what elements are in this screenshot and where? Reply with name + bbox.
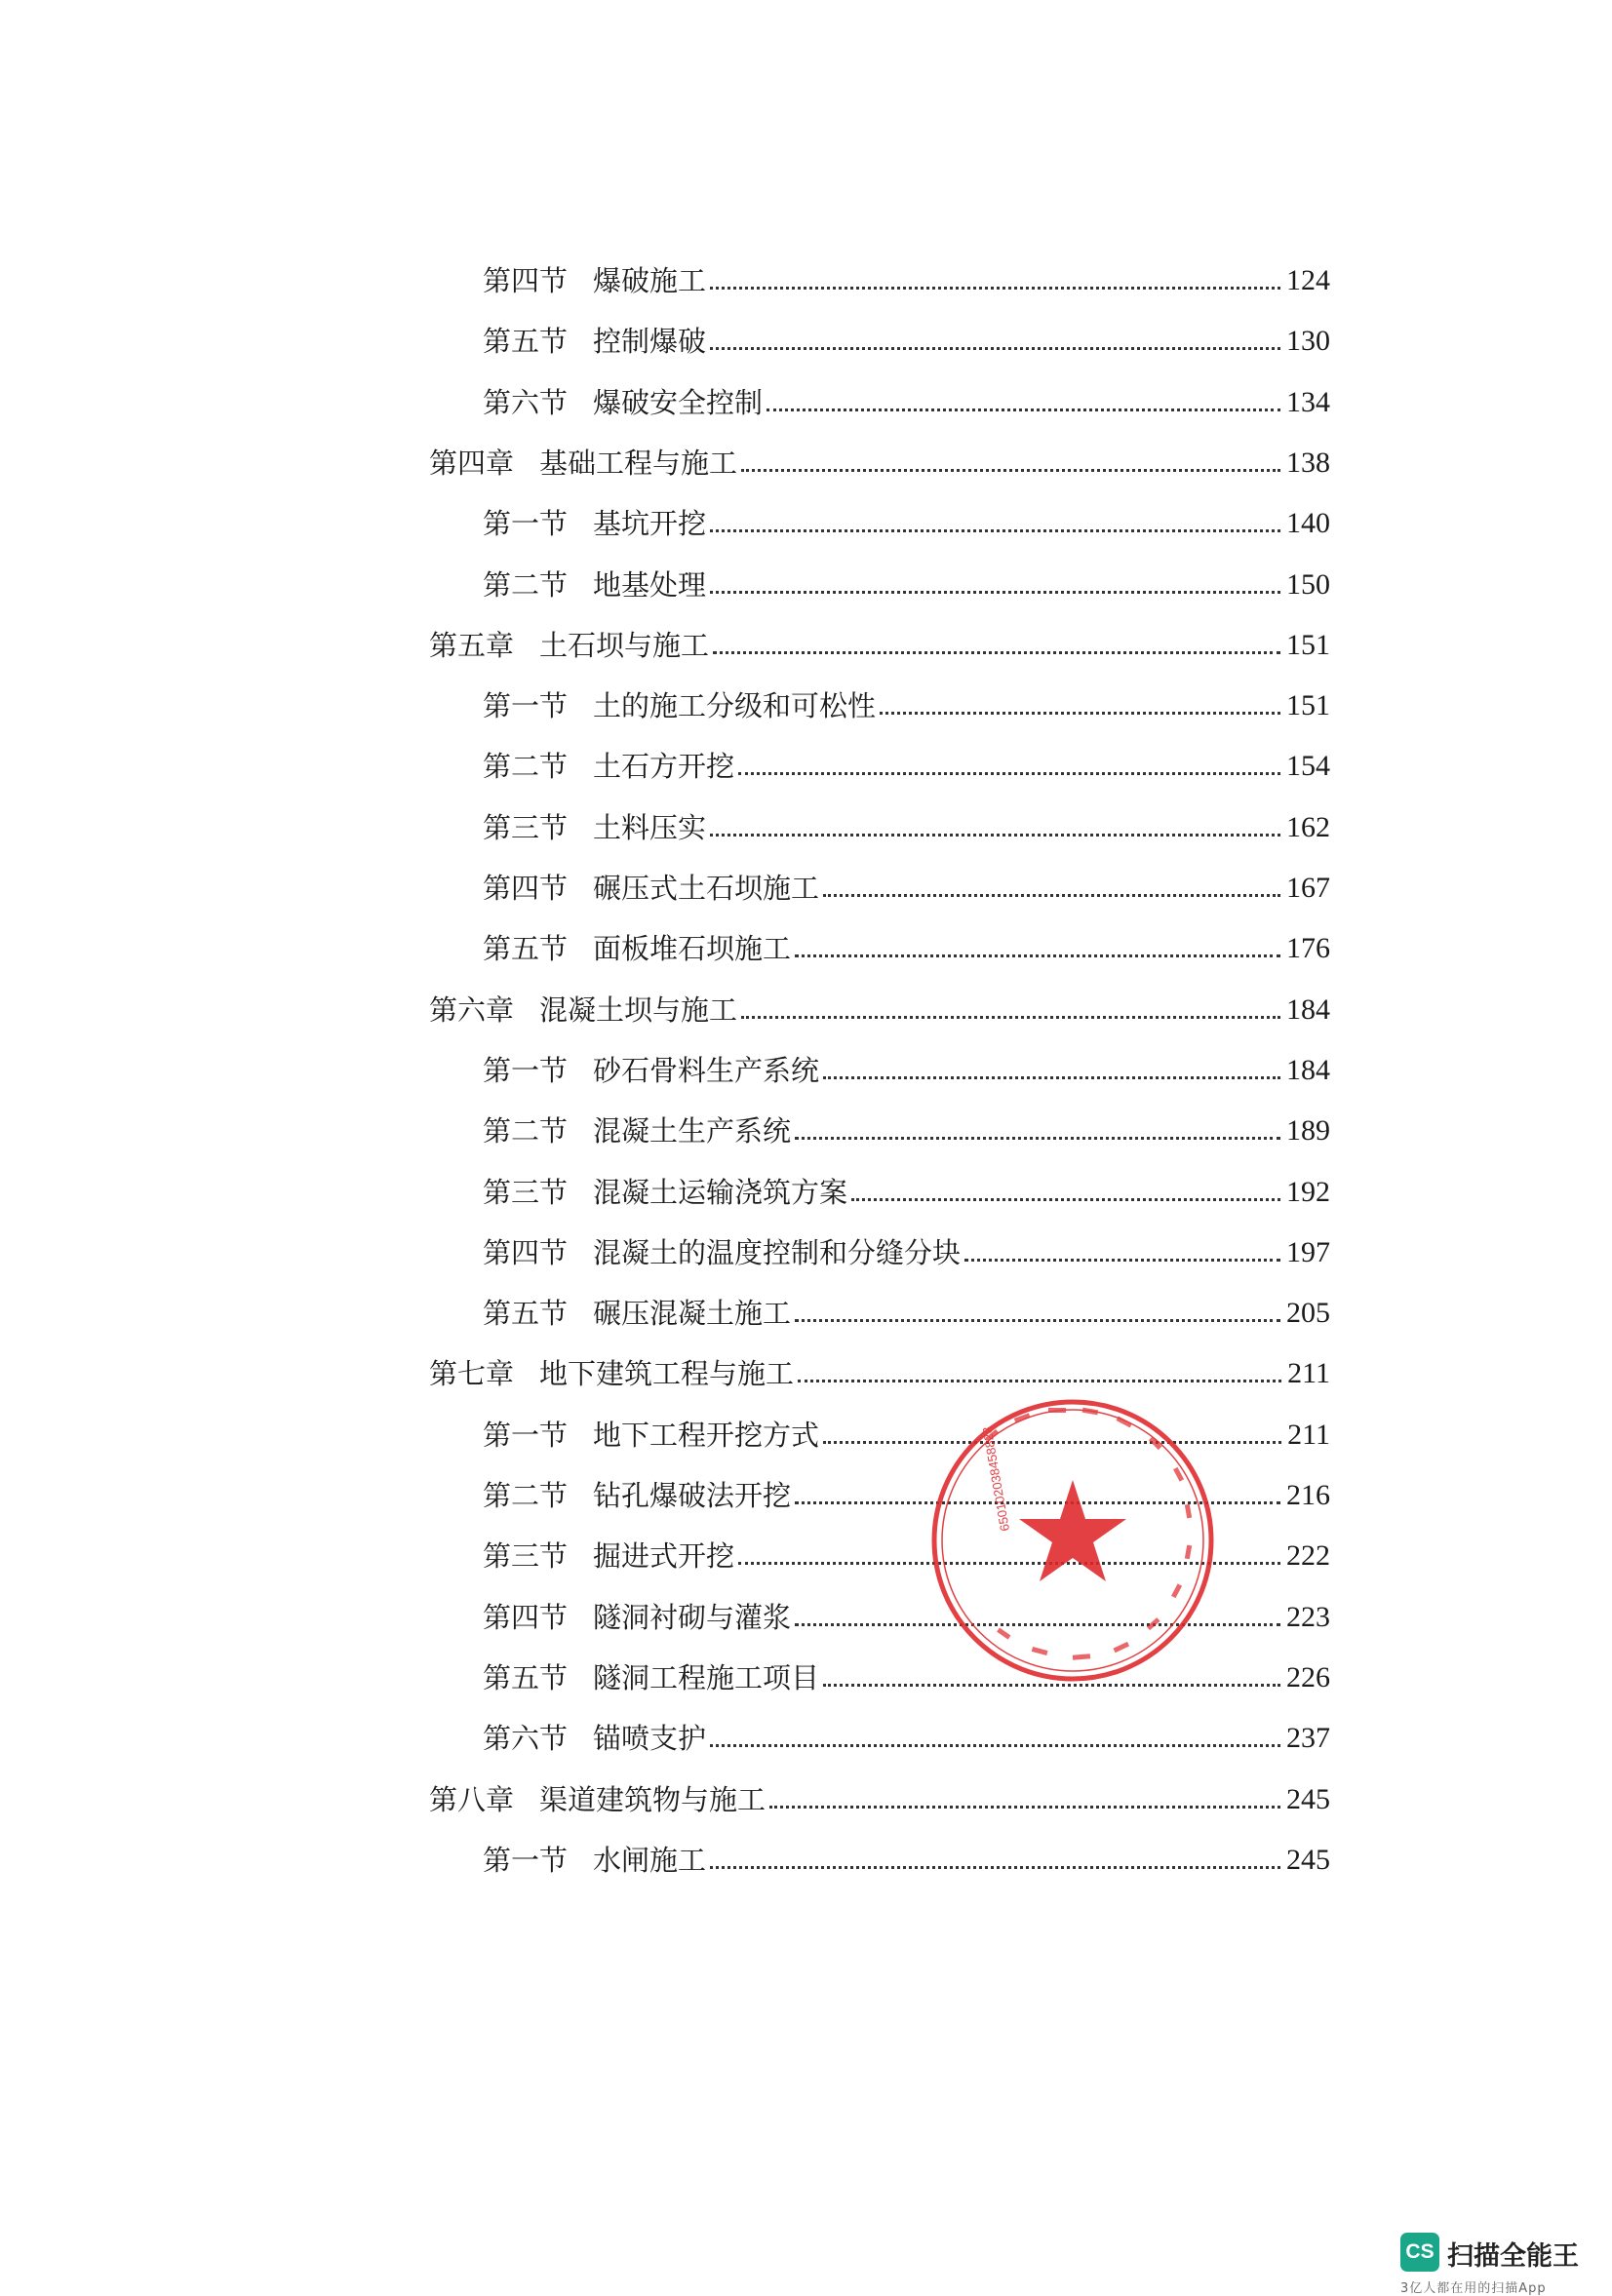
- scanner-watermark: [1400, 2233, 1595, 2296]
- toc-entry-page: 211: [1287, 1419, 1330, 1451]
- toc-entry: [483, 802, 1330, 845]
- toc-entry-label: 第二节: [483, 1114, 569, 1148]
- toc-entry-page: 189: [1286, 1114, 1330, 1147]
- toc-entry-label: 第一节: [483, 507, 569, 540]
- toc-entry: [483, 1167, 1330, 1210]
- toc-dot-leader: [795, 1137, 1280, 1140]
- toc-entry-page: 184: [1286, 1054, 1330, 1086]
- toc-entry-label: 第七章: [429, 1357, 515, 1390]
- toc-entry-title: 基坑开挖: [593, 507, 707, 540]
- toc-entry: [483, 377, 1330, 420]
- toc-entry-page: 150: [1286, 568, 1330, 601]
- toc-entry-title: 混凝土的温度控制和分缝分块: [593, 1236, 962, 1269]
- toc-dot-leader: [713, 651, 1280, 654]
- scanner-tagline: 3亿人都在用的扫描App: [1400, 2281, 1547, 2296]
- toc-dot-leader: [738, 772, 1280, 775]
- toc-entry-title: 爆破施工: [593, 264, 707, 297]
- toc-entry: [483, 1227, 1330, 1270]
- toc-entry: [483, 255, 1330, 298]
- toc-entry-label: 第四节: [483, 1601, 569, 1634]
- toc-entry-label: 第二节: [483, 1479, 569, 1512]
- toc-entry-label: 第二节: [483, 750, 569, 783]
- scanner-logo-icon: CS: [1400, 2233, 1439, 2272]
- toc-dot-leader: [795, 954, 1280, 957]
- toc-entry: [429, 438, 1330, 481]
- toc-dot-leader: [710, 834, 1280, 837]
- toc-entry-page: 134: [1286, 386, 1330, 418]
- toc-entry: [483, 560, 1330, 603]
- toc-entry: [483, 681, 1330, 723]
- toc-dot-leader: [710, 1744, 1280, 1747]
- toc-entry: [429, 1774, 1330, 1817]
- toc-dot-leader: [880, 712, 1280, 715]
- toc-entry-label: 第四节: [483, 1236, 569, 1269]
- toc-entry-label: 第三节: [483, 1539, 569, 1573]
- toc-entry-title: 基础工程与施工: [539, 447, 738, 480]
- toc-entry-title: 控制爆破: [593, 325, 707, 358]
- toc-entry-page: 124: [1286, 264, 1330, 296]
- toc-entry-label: 第四章: [429, 447, 515, 480]
- toc-entry-page: 162: [1286, 811, 1330, 843]
- toc-entry-title: 钻孔爆破法开挖: [593, 1479, 792, 1512]
- toc-entry-title: 掘进式开挖: [593, 1539, 735, 1573]
- toc-dot-leader: [710, 287, 1280, 290]
- toc-dot-leader: [710, 529, 1280, 532]
- toc-entry-label: 第八章: [429, 1783, 515, 1816]
- toc-entry-label: 第六节: [483, 1722, 569, 1755]
- toc-entry-label: 第一节: [483, 1844, 569, 1877]
- toc-entry-page: 205: [1286, 1297, 1330, 1329]
- toc-entry-page: 226: [1286, 1661, 1330, 1693]
- toc-entry-title: 爆破安全控制: [593, 386, 764, 419]
- toc-entry-label: 第四节: [483, 264, 569, 297]
- toc-dot-leader: [741, 469, 1280, 472]
- toc-entry: [429, 620, 1330, 663]
- toc-entry: [483, 498, 1330, 541]
- toc-entry-page: 154: [1286, 750, 1330, 782]
- toc-entry-page: 245: [1286, 1783, 1330, 1815]
- toc-entry-title: 地基处理: [593, 568, 707, 602]
- toc-entry-label: 第六节: [483, 386, 569, 419]
- toc-entry-title: 土石坝与施工: [539, 629, 710, 662]
- toc-entry-title: 碾压式土石坝施工: [593, 872, 820, 905]
- toc-entry-label: 第五节: [483, 1297, 569, 1330]
- toc-dot-leader: [823, 1076, 1280, 1079]
- toc-entry: [483, 1106, 1330, 1148]
- toc-entry-title: 土料压实: [593, 811, 707, 844]
- official-seal: [926, 1394, 1219, 1687]
- toc-entry: [483, 1045, 1330, 1088]
- toc-entry-page: 138: [1286, 447, 1330, 479]
- toc-entry-label: 第一节: [483, 1419, 569, 1452]
- toc-entry-page: 130: [1286, 325, 1330, 357]
- toc-entry-page: 245: [1286, 1844, 1330, 1876]
- toc-entry-page: 197: [1286, 1236, 1330, 1268]
- toc-entry: [483, 923, 1330, 966]
- toc-entry-page: 223: [1286, 1601, 1330, 1633]
- toc-entry-title: 水闸施工: [593, 1844, 707, 1877]
- toc-entry-title: 渠道建筑物与施工: [539, 1783, 767, 1816]
- toc-entry-label: 第三节: [483, 1176, 569, 1209]
- toc-entry: [483, 316, 1330, 359]
- toc-dot-leader: [769, 1806, 1280, 1809]
- toc-entry-label: 第五节: [483, 1661, 569, 1694]
- toc-dot-leader: [741, 1016, 1280, 1019]
- toc-entry: [429, 1348, 1330, 1391]
- toc-dot-leader: [767, 409, 1280, 411]
- toc-entry-title: 土石方开挖: [593, 750, 735, 783]
- toc-entry-title: 面板堆石坝施工: [593, 932, 792, 965]
- toc-entry: [429, 985, 1330, 1028]
- toc-entry-title: 混凝土坝与施工: [539, 993, 738, 1027]
- toc-entry-title: 碾压混凝土施工: [593, 1297, 792, 1330]
- toc-dot-leader: [710, 591, 1280, 594]
- toc-entry-label: 第五节: [483, 325, 569, 358]
- toc-dot-leader: [851, 1198, 1280, 1201]
- toc-entry-page: 237: [1286, 1722, 1330, 1754]
- toc-entry-label: 第二节: [483, 568, 569, 602]
- toc-entry-label: 第一节: [483, 689, 569, 722]
- toc-entry-page: 140: [1286, 507, 1330, 539]
- toc-entry-title: 混凝土运输浇筑方案: [593, 1176, 848, 1209]
- toc-entry-title: 地下建筑工程与施工: [539, 1357, 795, 1390]
- toc-entry-title: 隧洞工程施工项目: [593, 1661, 820, 1694]
- toc-entry-label: 第三节: [483, 811, 569, 844]
- toc-entry: [483, 1713, 1330, 1756]
- toc-entry-page: 176: [1286, 932, 1330, 964]
- toc-dot-leader: [710, 347, 1280, 350]
- toc-entry-title: 混凝土生产系统: [593, 1114, 792, 1148]
- toc-entry: [483, 1288, 1330, 1331]
- toc-entry-title: 隧洞衬砌与灌浆: [593, 1601, 792, 1634]
- toc-entry: [483, 1835, 1330, 1878]
- toc-entry-label: 第一节: [483, 1054, 569, 1087]
- toc-entry: [483, 863, 1330, 906]
- toc-entry-page: 184: [1286, 993, 1330, 1026]
- toc-entry-page: 167: [1286, 872, 1330, 904]
- toc-entry-label: 第五节: [483, 932, 569, 965]
- toc-dot-leader: [964, 1259, 1280, 1262]
- seal-serial: 650102038458823: [979, 1425, 1013, 1533]
- toc-dot-leader: [798, 1380, 1281, 1382]
- toc-dot-leader: [795, 1319, 1280, 1322]
- scanner-app-name: 扫描全能王: [1447, 2241, 1579, 2272]
- toc-entry-page: 222: [1286, 1539, 1330, 1572]
- toc-entry-page: 211: [1287, 1357, 1330, 1389]
- toc-entry-page: 216: [1286, 1479, 1330, 1511]
- toc-entry-title: 地下工程开挖方式: [593, 1419, 820, 1452]
- toc-entry-page: 192: [1286, 1176, 1330, 1208]
- toc-entry-label: 第四节: [483, 872, 569, 905]
- toc-dot-leader: [710, 1866, 1280, 1869]
- toc-entry-title: 锚喷支护: [593, 1722, 707, 1755]
- seal-star-icon: [1019, 1480, 1126, 1581]
- toc-entry-page: 151: [1286, 629, 1330, 661]
- toc-entry-page: 151: [1286, 689, 1330, 721]
- toc-entry-title: 土的施工分级和可松性: [593, 689, 877, 722]
- toc-entry-title: 砂石骨料生产系统: [593, 1054, 820, 1087]
- toc-dot-leader: [823, 894, 1280, 897]
- toc-entry: [483, 741, 1330, 784]
- toc-entry-label: 第五章: [429, 629, 515, 662]
- toc-entry-label: 第六章: [429, 993, 515, 1027]
